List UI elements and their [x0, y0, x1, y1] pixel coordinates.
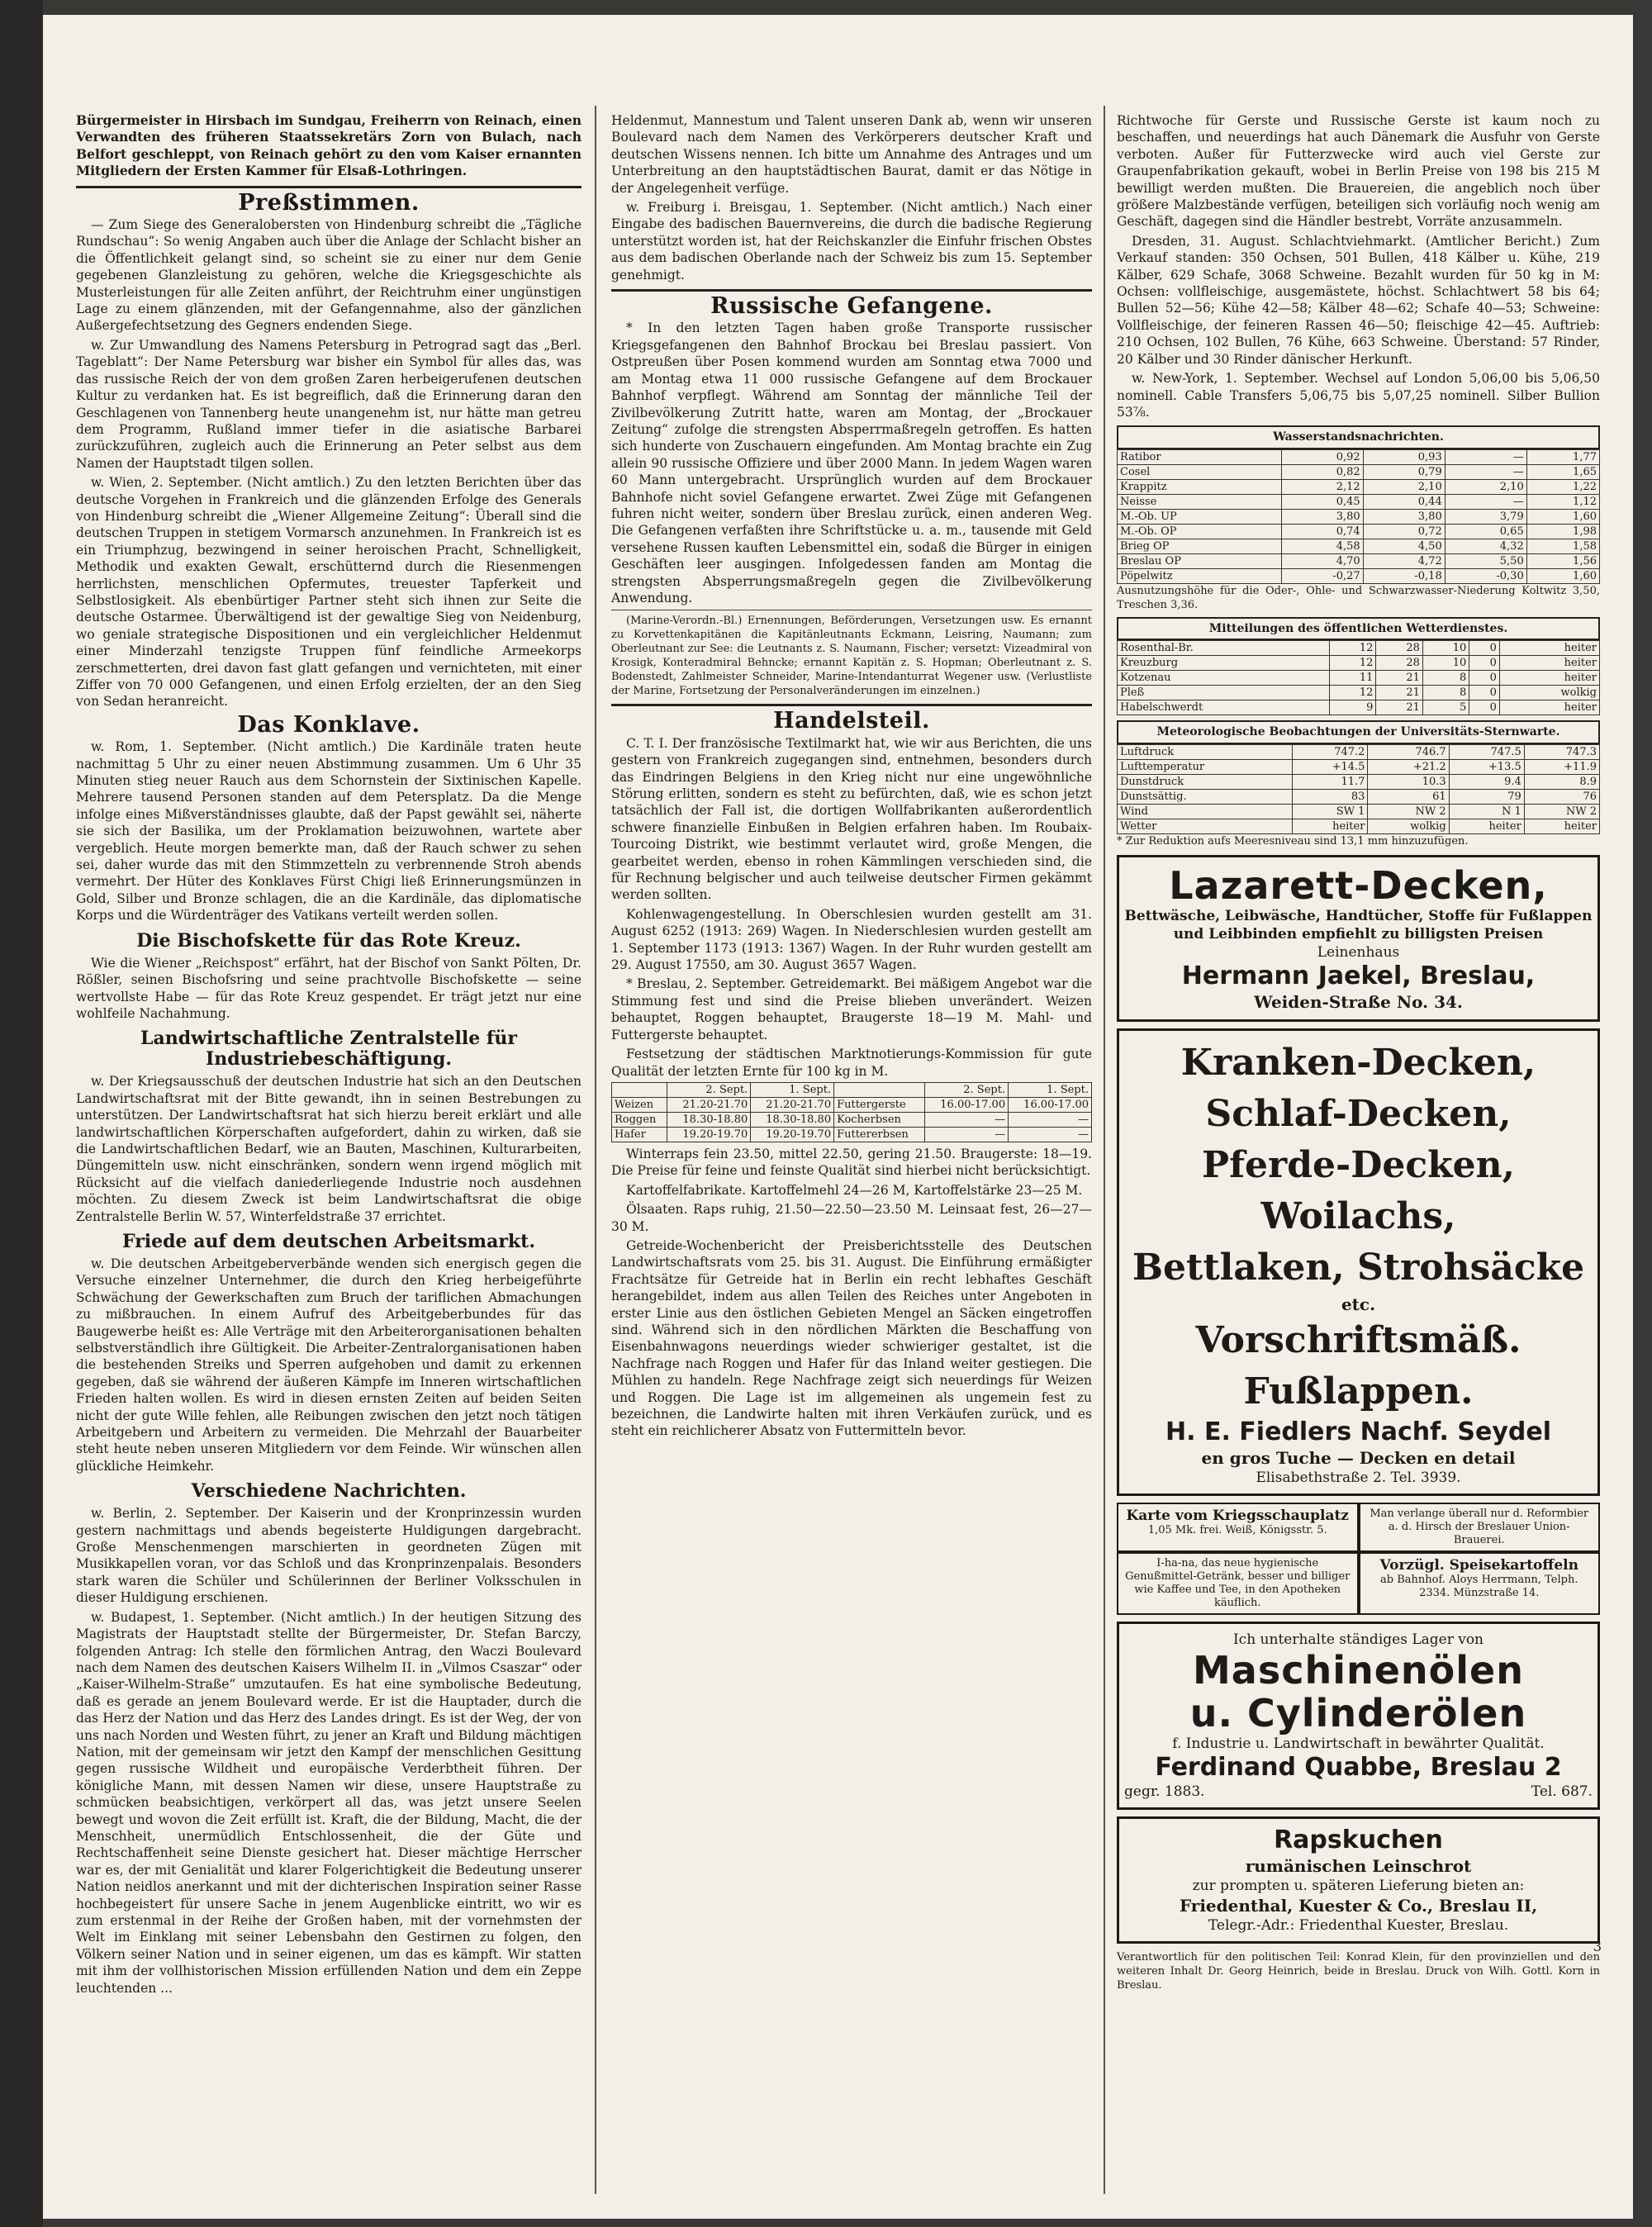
table-cell: NW 2 [1524, 804, 1599, 819]
table-cell: 2. Sept. [925, 1082, 1009, 1097]
table-cell: +13.5 [1449, 759, 1524, 774]
table-cell: 19.20-19.70 [667, 1127, 751, 1142]
table-cell: Hafer [612, 1127, 667, 1142]
divider [611, 289, 1092, 292]
table-cell: 1,22 [1526, 479, 1599, 494]
table-cell: Lufttemperatur [1118, 759, 1293, 774]
table-cell: 2,10 [1445, 479, 1526, 494]
section-title-friede: Friede auf dem deutschen Arbeitsmarkt. [121, 1230, 535, 1252]
table-row [1118, 789, 1600, 804]
table-cell: 5 [1422, 700, 1469, 715]
table-cell: 2,10 [1363, 479, 1445, 494]
table-cell: 12 [1329, 656, 1375, 671]
meteo-note: * Zur Reduktion aufs Meeresniveau sind 13,1 mm hinzuzufügen. [1117, 834, 1469, 848]
table-cell: Futtererbsen [834, 1127, 925, 1142]
ad-lazarett-decken [1117, 855, 1600, 1022]
table-row [1118, 671, 1600, 686]
table-cell: 0 [1469, 671, 1500, 686]
table-row [612, 1097, 1092, 1112]
table-cell: 8 [1422, 671, 1469, 686]
table-cell: 1,12 [1526, 494, 1599, 509]
table-cell: 21.20-21.70 [751, 1097, 834, 1112]
table-cell: 4,72 [1363, 553, 1445, 568]
paragraph: Wie die Wiener „Reichspost“ erfährt, hat der Bischof von Sankt Pölten, Dr. Rößler, seinen Bischofsring und seine prachtvolle Bischofskette — seine wertvollste Habe — für das Rote Kreuz gespendet. Er trägt jetzt nur eine wohlfeile Nachahmung. [76, 955, 582, 1021]
table-row [612, 1127, 1092, 1142]
table-cell: Luftdruck [1118, 744, 1293, 759]
ad-text: f. Industrie u. Landwirtschaft in bewährter Qualität. [1172, 1735, 1545, 1752]
table-cell: 4,70 [1281, 553, 1363, 568]
ad-firm: Ferdinand Quabbe, Breslau 2 [1155, 1752, 1562, 1782]
table-cell: 1,98 [1526, 524, 1599, 539]
paragraph: Ölsaaten. Raps ruhig, 21.50—22.50—23.50 M. Leinsaat fest, 26—27—30 M. [611, 1202, 1092, 1234]
ad-text: Telegr.-Adr.: Friedenthal Kuester, Breslau. [1208, 1916, 1509, 1934]
table-cell: 61 [1368, 789, 1449, 804]
table-cell: Dunstdruck [1118, 774, 1293, 789]
table-cell: 9 [1329, 700, 1375, 715]
wasserstand-note: Ausnutzungshöhe für die Oder-, Ohle- und Schwarzwasser-Niederung Koltwitz 3,50, Treschen 3,36. [1117, 584, 1600, 611]
section-title-verschiedenes: Verschiedene Nachrichten. [191, 1480, 467, 1503]
table-cell: 11 [1329, 671, 1375, 686]
ad-address: Weiden-Straße No. 34. [1254, 991, 1463, 1012]
paragraph: C. T. I. Der französische Textilmarkt hat, wie wir aus Berichten, die uns gestern von Frankreich zugegangen sind, entnehmen, besonders durch das Eindringen Belgiens in den Krieg nicht nur eine ungewöhnliche Störung erlitten, sondern es steht zu befürchten, daß, wie es schon jetzt tatsächlich der Fall ist, die dortigen Wollfabrikanten außerordentlich schwere finanzielle Einbußen in Belgien erfahren haben. Im Roubaix-Tourcoing Distrikt, wie bestimmt verlautet wird, große Mengen, die gearbeitet werden, ebenso in rohen Kämmlingen verschieden sind, die für Rechnung belgischer und auch teilweise deutscher Firmen gekämmt werden sollten. [611, 735, 1092, 903]
table-cell: heiter [1499, 656, 1599, 671]
table-cell: N 1 [1449, 804, 1524, 819]
table-row [1118, 509, 1600, 524]
paragraph: * Breslau, 2. September. Getreidemarkt. Bei mäßigem Angebot war die Stimmung fest und sind die Preise blieben unverändert. Weizen behauptet, Roggen behauptet, Braugerste 18—19 M. Mahl- und Futtergerste behauptet. [611, 976, 1092, 1042]
table-cell: 76 [1524, 789, 1599, 804]
table-cell: 79 [1449, 789, 1524, 804]
lead-paragraph: Heldenmut, Mannestum und Talent unseren Dank ab, wenn wir unseren Boulevard nach dem Namen des Verkörperers deutscher Kraft und deutschen Wissens nennen. Ich bitte um Annahme des Antrages und um Unterbreitung an den hauptstädtischen Baurat, damit er das Nötige in der Angelegenheit verfüge. [611, 113, 1092, 196]
table-cell: 12 [1329, 641, 1375, 656]
ad-text: H. E. Fiedlers Nachf. Seydel [1165, 1417, 1551, 1446]
table-cell: 4,58 [1281, 539, 1363, 553]
table-cell: 1,77 [1526, 449, 1599, 464]
ad-headline: Schlaf-Decken, [1205, 1092, 1512, 1135]
table-cell: 12 [1329, 686, 1375, 700]
paragraph: w. New-York, 1. September. Wechsel auf London 5,06,00 bis 5,06,50 nominell. Cable Transfers 5,06,75 bis 5,07,25 nominell. Silber Bullion 53⅞. [1117, 371, 1600, 420]
section-title-landwirtschaft: Landwirtschaftliche Zentralstelle für Industriebeschäftigung. [140, 1028, 517, 1071]
paragraph: — Zum Siege des Generalobersten von Hindenburg schreibt die „Tägliche Rundschau“: So wenig Angaben auch über die Anlage der Schlacht bisher an die Öffentlichkeit gelangt sind, so scheint sie zu einer nur dem Genie gegebenen Glanzleistung zu gehören, welche die Kriegsgeschichte als Musterleistungen für alle Zeiten anführt, der Reichtruhm einer ungünstigen Lage zu einem glänzenden, mit der Gefangennahme, also der gänzlichen Außergefechtsetzung des Gegners endenden Siege. [76, 217, 582, 334]
ad-row-small [1117, 1552, 1600, 1615]
lead-paragraph: Richtwoche für Gerste und Russische Gerste ist kaum noch zu beschaffen, und neuerdings hat auch Dänemark die Ausfuhr von Gerste verboten. Außer für Futterzwecke wird auch viel Gerste zur Graupenfabrikation gekauft, wobei in Berlin Preise von 198 bis 215 M bewilligt werden mußten. Die Brauereien, die angeblich noch über größere Malzbestände verfügen, beteiligen sich vorläufig noch wenig am Geschäft, dagegen sind die Händler bestrebt, Vorräte anzusammeln. [1117, 113, 1600, 230]
table-cell: -0,30 [1445, 568, 1526, 583]
table-cell: 3,80 [1363, 509, 1445, 524]
table-cell: 746.7 [1368, 744, 1449, 759]
table-cell: 83 [1293, 789, 1368, 804]
section-title-bischof: Die Bischofskette für das Rote Kreuz. [136, 929, 521, 952]
table-cell: Rosenthal-Br. [1118, 641, 1330, 656]
table-cell: 11.7 [1293, 774, 1368, 789]
table-cell: 3,80 [1281, 509, 1363, 524]
table-cell: 10 [1422, 641, 1469, 656]
paragraph: Dresden, 31. August. Schlachtviehmarkt. (Amtlicher Bericht.) Zum Verkauf standen: 350 Ochsen, 501 Bullen, 418 Kälber u. Kühe, 219 Kälber, 629 Schafe, 3068 Schweine. Bezahlt wurden für 50 kg in M: Ochsen: vollfleischige, ausgemästete, höchst. Schlachtwert 58 bis 64; Bullen 52—56; Kühe 42—58; Kälber 48—62; Schafe 40—53; Schweine: Vollfleischige, der feineren Rassen 46—50; fleischige 42—45. Auftrieb: 210 Ochsen, 102 Bullen, 76 Kühe, 663 Schweine. Überstand: 57 Rinder, 20 Kälber und 30 Rinder dänischer Herkunft. [1117, 233, 1600, 367]
table-cell: Pöpelwitz [1118, 568, 1282, 583]
table-cell: 0,44 [1363, 494, 1445, 509]
table-cell: M.-Ob. OP [1118, 524, 1282, 539]
table-cell: — [1445, 494, 1526, 509]
table-row [1118, 524, 1600, 539]
ad-text: Bettwäsche, Leibwäsche, Handtücher, Stoffe für Fußlappen und Leibbinden empfiehlt zu billigsten Preisen [1124, 907, 1593, 943]
ad-headline: Kranken-Decken, [1180, 1041, 1536, 1084]
table-row [1118, 819, 1600, 833]
table-cell: 28 [1376, 641, 1422, 656]
table-cell: Habelschwerdt [1118, 700, 1330, 715]
table-cell: Wetter [1118, 819, 1293, 833]
paragraph: w. Berlin, 2. September. Der Kaiserin und der Kronprinzessin wurden gestern nachmittags und abends begeisterte Huldigungen dargebracht. Große Menschenmengen marschierten in geordneten Zügen mit Musikkapellen voran, vor das Schloß und das Kronprinzenpalais. Besonders stark waren die Schüler und Schülerinnen der Berliner Volksschulen in dieser Huldigung erschienen. [76, 1506, 582, 1606]
ad-text: Man verlange überall nur d. Reformbier a. d. Hirsch der Breslauer Union-Brauerei. [1370, 1507, 1589, 1546]
ad-text: Leinenhaus [1317, 943, 1400, 961]
ad-headline: Rapskuchen [1274, 1825, 1443, 1854]
table-cell: 0,79 [1363, 464, 1445, 479]
table-cell: 1,60 [1526, 509, 1599, 524]
ad-text: rumänischen Leinschrot [1245, 1855, 1472, 1876]
table-cell: Breslau OP [1118, 553, 1282, 568]
table-cell: 0 [1469, 686, 1500, 700]
table-cell [834, 1082, 925, 1097]
market-price-table [611, 1082, 1092, 1142]
table-cell: 9.4 [1449, 774, 1524, 789]
table-cell: Dunstsättig. [1118, 789, 1293, 804]
table-row [1118, 759, 1600, 774]
ad-row-small [1117, 1503, 1600, 1552]
table-cell: 8 [1422, 686, 1469, 700]
ad-headline: u. Cylinderölen [1189, 1690, 1527, 1736]
table-row [1118, 494, 1600, 509]
table-cell: +21.2 [1368, 759, 1449, 774]
table-cell: heiter [1499, 671, 1599, 686]
table-cell: 10 [1422, 656, 1469, 671]
table-cell: Futtergerste [834, 1097, 925, 1112]
table-cell: Pleß [1118, 686, 1330, 700]
ad-headline: Vorschriftsmäß. Fußlappen. [1195, 1318, 1521, 1413]
table-cell: 1,60 [1526, 568, 1599, 583]
table-cell: Weizen [612, 1097, 667, 1112]
table-cell: Roggen [612, 1112, 667, 1127]
impressum: Verantwortlich für den politischen Teil: Konrad Klein, für den provinziellen und den weiteren Inhalt Dr. Georg Heinrich, beide in Breslau. Druck von Wilh. Gottl. Korn in Breslau. [1117, 1950, 1600, 1992]
table-cell: Cosel [1118, 464, 1282, 479]
table-cell: wolkig [1499, 686, 1599, 700]
ad-maschinenoele [1117, 1622, 1600, 1810]
paragraph: Kartoffelfabrikate. Kartoffelmehl 24—26 M, Kartoffelstärke 23—25 M. [626, 1182, 1083, 1198]
table-cell: Ratibor [1118, 449, 1282, 464]
ad-text: zur prompten u. späteren Lieferung bieten an: [1192, 1877, 1525, 1894]
ad-rapskuchen [1117, 1816, 1600, 1944]
column-2 [611, 112, 1092, 1442]
table-cell: 0,92 [1281, 449, 1363, 464]
column-3 [1117, 112, 1600, 1995]
table-cell: Wind [1118, 804, 1293, 819]
table-row [1118, 744, 1600, 759]
ad-headline: Woilachs, [1260, 1194, 1456, 1237]
newspaper-page [43, 15, 1633, 2219]
table-cell: 21 [1376, 671, 1422, 686]
table-cell: Brieg OP [1118, 539, 1282, 553]
ad-headline: etc. [1341, 1294, 1376, 1314]
table-title-wasserstand: Wasserstandsnachrichten. [1117, 425, 1600, 449]
table-cell: heiter [1524, 819, 1599, 833]
table-cell: M.-Ob. UP [1118, 509, 1282, 524]
paragraph: w. Zur Umwandlung des Namens Petersburg in Petrograd sagt das „Berl. Tageblatt“: Der Name Petersburg war bisher ein Symbol für alles das, was das russische Reich der von dem großen Zaren herbeigerufenen deutschen Kultur zu verdanken hat. Es ist begreiflich, daß die Erinnerung daran den Geschlagenen von Tannenberg heute unangenehm ist, nur hätte man getreu dem Programm, Rußland immer tiefer in die asiatische Barbarei zurückzuführen, zugleich auch die Erinnerung an Peter selbst aus dem Namen der Hauptstadt tilgen sollen. [76, 337, 582, 471]
table-cell: 747.5 [1449, 744, 1524, 759]
lead-paragraph: Bürgermeister in Hirsbach im Sundgau, Freiherrn von Reinach, einen Verwandten des früheren Staatssekretärs Zorn von Bulach, nach Belfort geschleppt, von Reinach gehört zu den vom Kaiser ernannten Mitgliedern der Ersten Kammer für Elsaß-Lothringen. [76, 112, 582, 179]
table-cell: wolkig [1368, 819, 1449, 833]
table-cell: — [1009, 1112, 1092, 1127]
table-cell: SW 1 [1293, 804, 1368, 819]
section-title-handelsteil: Handelsteil. [773, 708, 930, 734]
ad-headline: Bettlaken, Strohsäcke [1132, 1246, 1585, 1289]
paragraph: w. Rom, 1. September. (Nicht amtlich.) Die Kardinäle traten heute nachmittag 5 Uhr zu einer neuen Abstimmung zusammen. Um 6 Uhr 35 Minuten stieg neuer Rauch aus dem Schornstein der Sixtinischen Kapelle. Mehrere tausend Personen standen auf dem Petersplatz. Da die Menge infolge eines Mißverständnisses glaubte, daß der Papst gewählt sei, näherte sie sich der Basilika, um der Proklamation beizuwohnen, wartete aber vergeblich. Heute morgen bemerkte man, daß der Rauch schwer zu sehen sei, daher wurde das mit den Stimmzetteln zu verbrennende Stroh abends vermehrt. Der Hüter des Konklaves Fürst Chigi ließ Erinnerungsmünzen in Gold, Silber und Bronze schlagen, die an die Kardinäle, das diplomatische Korps und die Würdenträger des Vatikans verteilt werden sollen. [76, 739, 582, 924]
paragraph: * In den letzten Tagen haben große Transporte russischer Kriegsgefangenen den Bahnhof Brockau bei Breslau passiert. Von Ostpreußen über Posen kommend wurden am Sonntag etwa 7000 und am Montag etwa 11 000 russische Gefangene auf dem Brockauer Bahnhof verpflegt. Während am Sonntag der männliche Teil der Zivilbevölkerung Zutritt hatte, waren am Montag, der „Brockauer Zeitung“ zufolge die strengsten Absperrmaßregeln getroffen. Es hatten sich hunderte von Zuschauern eingefunden. Am Montag brachte ein Zug allein 90 russische Offiziere und über 2000 Mann. In jedem Wagen waren 60 Mann untergebracht. Ursprünglich wurden auf dem Brockauer Bahnhofe nicht soviel Gefangene erwartet. Zwei Züge mit Gefangenen fuhren nicht weiter, sondern über Breslau zurück, einen anderen Weg. Die Gefangenen verfaßten ihre Schriftstücke u. a. m., tausende mit Geld versehene Russen kauften Lebensmittel ein, sodaß die Bürger in einigen Geschäften leer ausgingen. Infolgedessen fanden am Montag die strengsten Absperrungsmaßregeln gegen die Zivilbevölkerung Anwendung. [611, 321, 1092, 605]
table-cell: 1,58 [1526, 539, 1599, 553]
table-row [1118, 700, 1600, 715]
table-row [1118, 553, 1600, 568]
paragraph: Getreide-Wochenbericht der Preisberichtsstelle des Deutschen Landwirtschaftsrats vom 25. bis 31. August. Die Einführung ermäßigter Frachtsätze für Getreide hat in Berlin ein recht lebhaftes Geschäft herangebildet, indem aus allen Teilen des Reiches unter Angeboten in erster Linie aus den östlichen Gebieten Mengel an Säcken eingetroffen sind. Während sich in den nördlichen Märkten die Beschaffung von Eisenbahnwagons neuerdings wieder schwieriger gestaltet, ist die Nachfrage nach Roggen und Hafer für das Inland weiter gestiegen. Die Mühlen zu handeln. Rege Nachfrage zeigt sich neuerdings für Weizen und Roggen. Die Lage ist im allgemeinen als ungemein fest zu bezeichnen, die Landwirte halten mit ihren Verkäufen zurück, und es steht ein reichlicherer Absatz von Futtermitteln bevor. [611, 1237, 1092, 1439]
table-row [1118, 686, 1600, 700]
table-cell: 2,12 [1281, 479, 1363, 494]
table-cell: 21 [1376, 700, 1422, 715]
table-cell: heiter [1293, 819, 1368, 833]
ad-text: en gros Tuche — Decken en detail [1201, 1447, 1516, 1468]
table-row [612, 1112, 1092, 1127]
table-cell: 3,79 [1445, 509, 1526, 524]
paragraph: w. Freiburg i. Breisgau, 1. September. (Nicht amtlich.) Nach einer Eingabe des badischen Bauernvereins, die durch die badische Regierung unterstützt worden ist, hat der Reichskanzler die Einfuhr frischen Obstes aus dem badischen Oberlande nach der Schweiz bis zum 15. September genehmigt. [611, 200, 1092, 283]
table-row [1118, 539, 1600, 553]
table-cell: 16.00-17.00 [1009, 1097, 1092, 1112]
table-cell: 18.30-18.80 [751, 1112, 834, 1127]
table-cell: 0 [1469, 700, 1500, 715]
column-rule [1104, 106, 1105, 2194]
paragraph: w. Budapest, 1. September. (Nicht amtlich.) In der heutigen Sitzung des Magistrats der Hauptstadt stellte der Bürgermeister, Dr. Stefan Barczy, folgenden Antrag: Ich stelle den förmlichen Antrag, den Waczi Boulevard nach dem Namen des deutschen Kaisers Wilhelm II. in „Vilmos Csaszar“ oder „Kaiser-Wilhelm-Straße“ umzutaufen. Es hat eine symbolische Bedeutung, daß es gerade an jenem Boulevard werde. Er ist die Hauptader, durch die das Herz der Nation und das Herz des Landes dringt. Es ist der Weg, der von uns nach Norden und Westen führt, zu jener an Kraft und Bildung mächtigen Nation, mit der gemeinsam wir jetzt den Kampf der menschlichen Gesittung gegen russische Wildheit und europäische Verderbtheit führen. Der königliche Mann, mit dessen Namen wir diese, unsere Hauptstraße zu schmücken beabsichtigen, verkörpert all das, was jetzt unsere Seelen bewegt und wovon die Zeit erfüllt ist. Kraft, die der Bildung, Macht, die der Menschheit, unermüdlich Entschlossenheit, die der Güte und Rechtschaffenheit seine Dienste gesichert hat. Dieser mächtige Herrscher war es, der mit Genialität und klarer Folgerichtigkeit die Bedeutung unserer Nation neidlos anerkannt und mit der dichterischen Inspiration seiner Rasse hochbegeistert für unsere Sache in jenem Augenblicke eintritt, wo wir es zum erstenmal in der Reihe der Großen haben, mit der vornehmsten der Welt im Einklang mit seiner Lebensbahn den Gestirnen zu folgen, den Völkern seiner Nation und in seiner eigenen, um das es kämpft. Wir statten mit ihm der vollhistorischen Mission erfüllenden Nation und dem ein Zeppe leuchtenden ... [76, 1609, 582, 1996]
ad-speisekartoffeln [1359, 1552, 1601, 1615]
paragraph: Festsetzung der städtischen Marktnotierungs-Kommission für gute Qualität der letzten Ernte für 100 kg in M. [611, 1047, 1092, 1079]
ad-text: ab Bahnhof. Aloys Herrmann, Telph. 2334. Münzstraße 14. [1380, 1573, 1578, 1599]
column-rule [595, 106, 596, 2194]
paragraph: Kohlenwagengestellung. In Oberschlesien wurden gestellt am 31. August 6252 (1913: 269) Wagen. In Niederschlesien wurden gestellt am 1. September 1173 (1913: 1367) Wagen. In der Ruhr wurden gestellt am 29. August 17550, am 30. August 3657 Wagen. [611, 906, 1092, 973]
column-1 [76, 112, 582, 1999]
table-row [1118, 479, 1600, 494]
table-cell: Kreuzburg [1118, 656, 1330, 671]
table-cell: 0 [1469, 641, 1500, 656]
paragraph: w. Der Kriegsausschuß der deutschen Industrie hat sich an den Deutschen Landwirtschaftsrat mit der Bitte gewandt, ihn in seinen Bestrebungen zu unterstützen. Der Landwirtschaftsrat hat sich hierzu bereit erklärt und alle landwirtschaftlichen Körperschaften aufgefordert, dahin zu wirken, daß sie die Landwirtschaftlichen Bedarf, wie an Bauten, Maschinen, Kulturarbeiten, Düngemitteln usw. nicht einschränken, sondern wenn irgend möglich mit Rücksicht auf die vielfach daniederliegende Industrie noch ausdehnen möchten. Zu diesem Zweck ist beim Landwirtschaftsrat die obige Zentralstelle Berlin W. 57, Winterfeldstraße 37 errichtet. [76, 1074, 582, 1224]
ad-text: Tel. 687. [1531, 1783, 1593, 1800]
table-cell: 18.30-18.80 [667, 1112, 751, 1127]
table-cell: -0,18 [1363, 568, 1445, 583]
paragraph: Winterraps fein 23.50, mittel 22.50, gering 21.50. Braugerste: 18—19. Die Preise für feine und feinste Qualität sind hierbei nicht berücksichtigt. [611, 1146, 1092, 1179]
table-cell: 0,65 [1445, 524, 1526, 539]
table-cell: 1. Sept. [1009, 1082, 1092, 1097]
table-cell: heiter [1449, 819, 1524, 833]
section-title-russische-gefangene: Russische Gefangene. [710, 293, 993, 320]
table-cell: Neisse [1118, 494, 1282, 509]
table-cell: 10.3 [1368, 774, 1449, 789]
table-cell [612, 1082, 667, 1097]
table-cell: 21 [1376, 686, 1422, 700]
ad-text: I-ha-na, das neue hygienische Genußmittel-Getränk, besser und billiger wie Kaffee und Tee, in den Apotheken käuflich. [1125, 1556, 1351, 1609]
ad-headline: Maschinenölen [1193, 1647, 1524, 1693]
table-cell: 747.3 [1524, 744, 1599, 759]
table-cell: 0,74 [1281, 524, 1363, 539]
table-cell: 0 [1469, 656, 1500, 671]
table-cell: 19.20-19.70 [751, 1127, 834, 1142]
table-row [1118, 641, 1600, 656]
paragraph-marine: (Marine-Verordn.-Bl.) Ernennungen, Beförderungen, Versetzungen usw. Es ernannt zu Korvettenkapitänen die Kapitänleutnants Eckmann, Leisring, Naumann; zum Oberleutnant zur See: die Leutnants z. S. Naumann, Fischer; versetzt: Vizeadmiral von Krosigk, Konteradmiral Behncke; ernannt Kapitän z. S. Hopman; Oberleutnant z. S. Bodenstedt, Zahlmeister Schneider, Marine-Intendanturrat Wegener usw. (Verlustliste der Marine, Fortsetzung der Personalveränderungen im einzelnen.) [611, 615, 1092, 698]
table-cell: — [925, 1112, 1009, 1127]
ad-ihana [1117, 1552, 1359, 1615]
wetter-table [1117, 640, 1600, 715]
table-cell: -0,27 [1281, 568, 1363, 583]
table-cell: Kocherbsen [834, 1112, 925, 1127]
table-cell: — [1009, 1127, 1092, 1142]
table-cell: 1,56 [1526, 553, 1599, 568]
table-cell: 1. Sept. [751, 1082, 834, 1097]
table-cell: 21.20-21.70 [667, 1097, 751, 1112]
table-cell: Kotzenau [1118, 671, 1330, 686]
table-cell: 8.9 [1524, 774, 1599, 789]
divider [611, 704, 1092, 706]
table-cell: 1,65 [1526, 464, 1599, 479]
paragraph: w. Wien, 2. September. (Nicht amtlich.) Zu den letzten Berichten über das deutsche Vorgehen in Frankreich und die glänzenden Erfolge des Generals von Hindenburg schreibt die „Wiener Allgemeine Zeitung“: Überall sind die deutschen Truppen in stetigem Vormarsch anzunehmen. In Frankreich ist es ein Triumphzug, bezwingend in seiner heroischen Pracht, Schnelligkeit, Methodik und exakten Gewalt, erschütternd durch die Riesenmengen herrlichsten, menschlichen Opfermutes, treuester Tapferkeit und Selbstlosigkeit. Als ebenbürtiger Partner steht sich ihnen zur Seite die deutsche Ostarmee. Überwältigend ist der gewaltige Sieg von Neidenburg, wo geniale strategische Dispositionen und ein vergleichlicher Heldenmut einer Minderzahl tenzigste Truppen fünf feindliche Armeekorps zerschmetterten, drei davon fast glatt gefangen und vernichteten, mit einer Ziffer von 70 000 Gefangenen, und einen Erfolg erzielten, der an den Sieg von Sedan heranreicht. [76, 475, 582, 710]
table-cell: heiter [1499, 641, 1599, 656]
table-cell: 747.2 [1293, 744, 1368, 759]
ad-headline: Lazarett-Decken, [1169, 862, 1548, 908]
table-row [1118, 449, 1600, 464]
ad-headline: Vorzügl. Speisekartoffeln [1379, 1556, 1578, 1574]
table-row [1118, 568, 1600, 583]
ad-text: Ich unterhalte ständiges Lager von [1232, 1631, 1484, 1648]
table-cell: 4,50 [1363, 539, 1445, 553]
divider [76, 186, 582, 188]
ad-text: gegr. 1883. [1124, 1783, 1205, 1800]
table-cell: Krappitz [1118, 479, 1282, 494]
ad-reformbier [1359, 1503, 1601, 1552]
table-cell: 0,93 [1363, 449, 1445, 464]
wasserstand-table [1117, 449, 1600, 584]
ad-text: Elisabethstraße 2. Tel. 3939. [1256, 1469, 1461, 1486]
table-row [1118, 656, 1600, 671]
table-cell: 2. Sept. [667, 1082, 751, 1097]
table-title-meteorologie: Meteorologische Beobachtungen der Universitäts-Sternwarte. [1117, 720, 1600, 743]
table-cell: 5,50 [1445, 553, 1526, 568]
meteo-table [1117, 744, 1600, 834]
ad-firm: Hermann Jaekel, Breslau, [1181, 961, 1536, 990]
ad-karte [1117, 1503, 1359, 1552]
section-title-konklave: Das Konklave. [237, 711, 420, 738]
table-cell: +14.5 [1293, 759, 1368, 774]
table-cell: — [1445, 449, 1526, 464]
page-number: 3 [1593, 1939, 1602, 1954]
ad-firm: Friedenthal, Kuester & Co., Breslau II, [1179, 1895, 1538, 1916]
table-cell: 4,32 [1445, 539, 1526, 553]
table-cell: 0,82 [1281, 464, 1363, 479]
table-row [1118, 804, 1600, 819]
table-cell: 28 [1376, 656, 1422, 671]
table-cell: 0,72 [1363, 524, 1445, 539]
section-title-presse: Preßstimmen. [238, 189, 420, 216]
ad-headline: Karte vom Kriegsschauplatz [1126, 1507, 1349, 1524]
table-cell: +11.9 [1524, 759, 1599, 774]
scan-margin [0, 0, 43, 2227]
ad-headline: Pferde-Decken, [1202, 1143, 1515, 1186]
table-cell: heiter [1499, 700, 1599, 715]
table-row [1118, 464, 1600, 479]
table-cell: — [1445, 464, 1526, 479]
ad-text: 1,05 Mk. frei. Weiß, Königsstr. 5. [1147, 1523, 1327, 1536]
table-cell: NW 2 [1368, 804, 1449, 819]
ad-fiedler-decken [1117, 1028, 1600, 1496]
table-header-row [612, 1082, 1092, 1097]
table-cell: 16.00-17.00 [925, 1097, 1009, 1112]
table-cell: 0,45 [1281, 494, 1363, 509]
table-title-wetterdienst: Mitteilungen des öffentlichen Wetterdienstes. [1117, 617, 1600, 640]
table-cell: — [925, 1127, 1009, 1142]
table-row [1118, 774, 1600, 789]
paragraph: w. Die deutschen Arbeitgeberverbände wenden sich energisch gegen die Versuche einzelner Unternehmer, die durch den Krieg herbeigeführte Schwächung der Gewerkschaften zum Bruch der tariflichen Abmachungen zu mißbrauchen. In einem Aufruf des Arbeitgeberbundes für das Baugewerbe heißt es: Alle Verträge mit den Arbeiterorganisationen behalten selbstverständlich ihre Gültigkeit. Die Arbeiter-Zentralorganisationen haben die bestehenden Streiks und Sperren aufgehoben und damit zu erkennen gegeben, daß sie während der äußeren Kämpfe im Inneren wirtschaftlichen Frieden halten wollen. Es wird in diesen ernsten Zeiten auf beiden Seiten nicht der gute Wille fehlen, alle Reibungen zwischen den jetzt noch tätigen Arbeitgebern und Arbeitern zu vermeiden. Die Mehrzahl der Bauarbeiter steht heute neben unseren Mitgliedern vor dem Feinde. Wir wünschen allen glückliche Heimkehr. [76, 1256, 582, 1474]
